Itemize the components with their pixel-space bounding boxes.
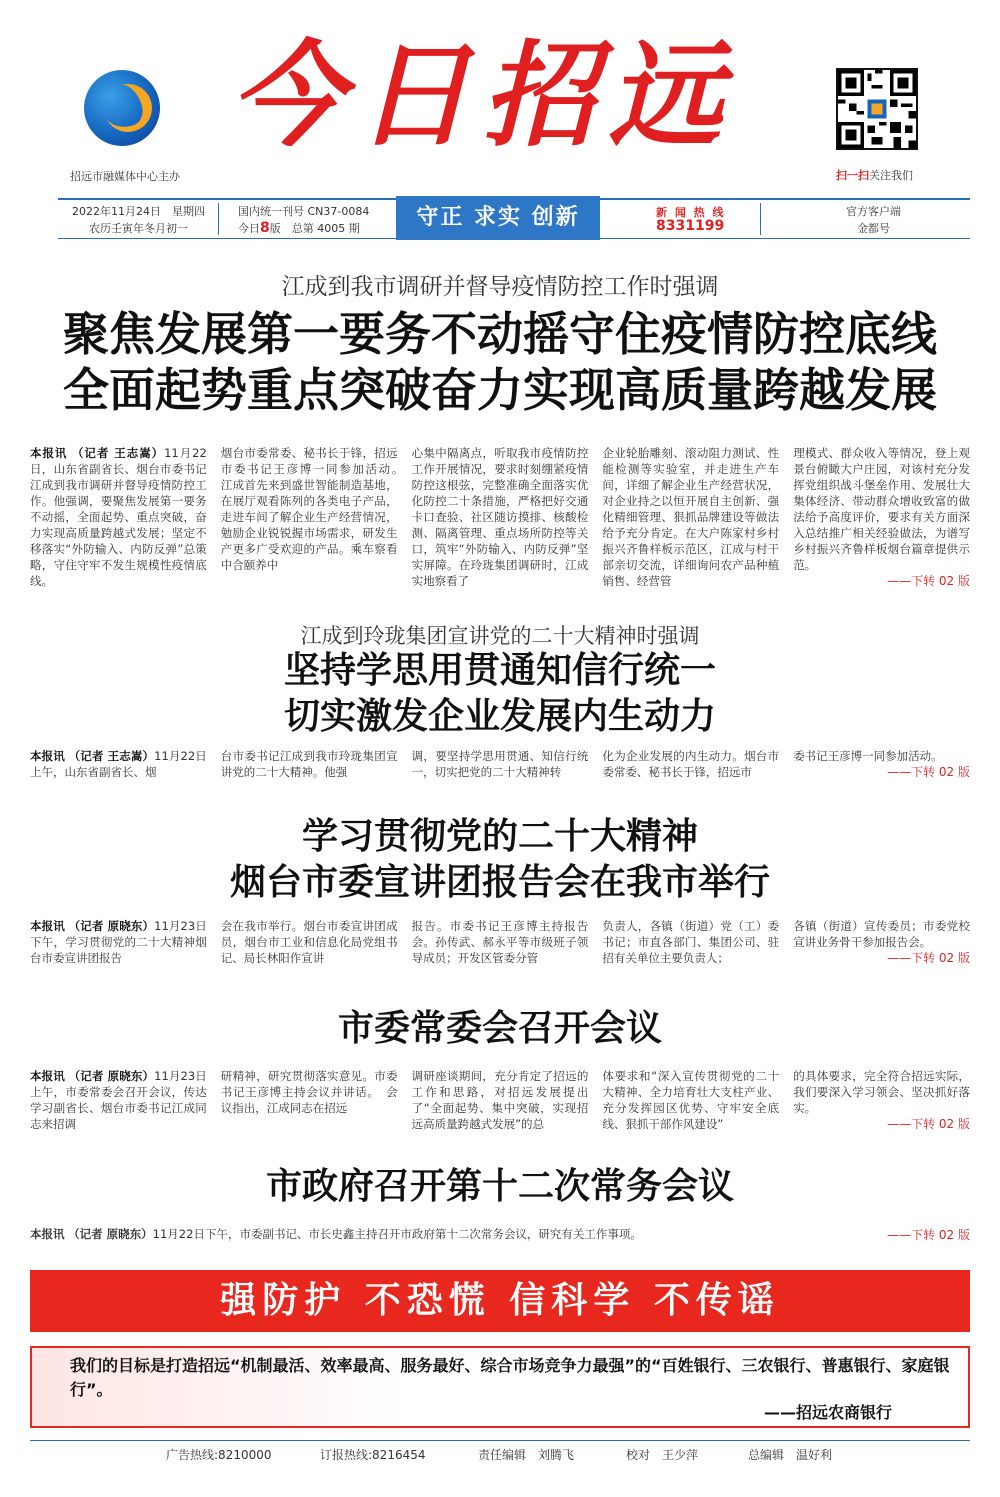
article-column: 报告。市委书记王彦博主持报告会。孙传武、郝永平等市级班子领导成员；开发区管委分管 <box>411 919 589 965</box>
article-1-headline[interactable]: 聚焦发展第一要务不动摇守住疫情防控底线 全面起势重点突破奋力实现高质量跨越发展 <box>63 307 937 417</box>
article-column: 委书记王彦博一同参加活动。 ——下转 02 版 <box>793 749 970 779</box>
article-4-body <box>30 1068 970 1132</box>
article-column: 心集中隔离点，听取我市疫情防控工作开展情况，要求时刻绷紧疫情防控这根弦，完整准确全面落实优化防控二十条措施，严格把好交通卡口查验、社区随访摸排、核酸检测、隔离管理、重点场所防控等关口，筑牢“外防输入、内防反弹”坚实屏障。在玲珑集团调研时，江成实地察看了 <box>411 446 589 588</box>
article-column: 理模式、群众收入等情况，登上观景台俯瞰大户庄园，对该村充分发挥党组织战斗堡垒作用、发展壮大集体经济、带动群众增收致富的做法给予高度评价，要求有关方面深入总结推广相关经验做法，为谱写乡村振兴齐鲁样板烟台篇章提供示范。 ——下转 02 版 <box>793 446 970 588</box>
article-column: 台市委书记江成到我市玲珑集团宣讲党的二十大精神。他强 <box>220 749 398 779</box>
official-client: 官方客户端 金都号 <box>846 205 901 235</box>
article-column: 化为企业发展的内生动力。烟台市委常委、秘书长于锋，招远市 <box>602 749 780 779</box>
article-4-headline[interactable]: 市委常委会召开会议 <box>337 1008 662 1049</box>
issue-date: 2022年11月24日 星期四 农历壬寅年冬月初一 <box>72 205 205 235</box>
article-2-body <box>30 748 970 784</box>
article-column: 烟台市委常委、秘书长于锋，招远市委书记王彦博一同参加活动。 江成首先来到盛世智能制造基地，在展厅观看陈列的各类电子产品，走进车间了解企业生产经营情况，勉励企业锐锐握市场需求，研发生产更多广受欢迎的产品。乘车察看中合颐养中 <box>220 446 410 572</box>
article-3-body <box>30 918 970 970</box>
article-column: 负责人，各镇（街道）党（工）委书记；市直各部门、集团公司、驻招有关单位主要负责人； <box>602 919 780 965</box>
article-column: 企业轮胎雕刻、滚动阻力测试、性能检测等实验室，并走进生产车间，详细了解企业生产经营状况，对企业持之以恒开展自主创新、强化精细管理、狠抓品牌建设等做法给予充分肯定。在大户陈家村乡村振兴齐鲁样板示范区，江成与村干部亲切交流，详细询问农产品种植销售、经营管 <box>602 446 780 588</box>
article-column: 体要求和“深入宣传贯彻党的二十大精神、全力培育壮大支柱产业、充分发挥园区优势、守牢安全底线、狠抓干部作风建设” <box>602 1069 780 1131</box>
article-column: 的具体要求，完全符合招远实际，我们要深入学习领会、坚决抓好落实。 ——下转 02 版 <box>793 1069 970 1131</box>
footer-proofreader: 校对 王少萍 <box>626 1448 699 1462</box>
footer-ad-hotline: 广告热线:8210000 <box>166 1448 272 1462</box>
continued-link[interactable]: ——下转 02 版 <box>887 574 970 588</box>
article-1-body <box>30 445 970 593</box>
bank-advert-signature: ——招远农商银行 <box>764 1403 893 1422</box>
hotline-label: 新 闻 热 线 <box>656 206 726 219</box>
qr-code-icon[interactable] <box>836 68 918 150</box>
footer-chief-editor: 总编辑 温好利 <box>748 1448 833 1462</box>
scan-hint: 扫一扫关注我们 <box>836 169 913 182</box>
hotline-number: 8331199 <box>656 218 725 234</box>
article-2-kicker: 江成到玲珑集团宣讲党的二十大精神时强调 <box>300 624 700 648</box>
article-5-headline[interactable]: 市政府召开第十二次常务会议 <box>265 1166 734 1207</box>
article-2-headline[interactable]: 坚持学思用贯通知信行统一 切实激发企业发展内生动力 <box>283 650 716 737</box>
info-divider <box>218 203 219 235</box>
continued-link[interactable]: ——下转 02 版 <box>887 765 970 779</box>
issue-number: 国内统一刊号 CN37-0084 今日8版 总第 4005 期 <box>238 205 370 236</box>
bank-advert-text: 我们的目标是打造招远“机制最活、效率最高、服务最好、综合市场竞争力最强”的“百姓银行、三农银行、普惠银行、家庭银行”。 <box>70 1356 950 1399</box>
footer-rule <box>30 1440 970 1441</box>
continued-link[interactable]: ——下转 02 版 <box>887 1228 970 1242</box>
article-column: 本报讯 （记者 王志嵩）11月22日，山东省副省长、烟台市委书记江成到我市调研并督导疫情防控工作。他强调，要聚焦发展第一要务不动摇，全面起势、重点突破，奋力实现高质量跨越式发展；坚定不移落实“外防输入、内防反弹”总策略，守住守牢不发生规模性疫情底线。 <box>30 446 207 588</box>
article-column: 会在我市举行。烟台市委宣讲团成员，烟台市工业和信息化局党组书记、局长林阳作宣讲 <box>220 919 398 965</box>
article-column: 本报讯 （记者 王志嵩）11月22日上午，山东省副省长、烟 <box>30 749 207 779</box>
continued-link[interactable]: ——下转 02 版 <box>887 951 970 965</box>
article-column: 调，要坚持学思用贯通、知信行统一，切实把党的二十大精神转 <box>411 749 589 779</box>
slogan-banner: 强防护 不恐慌 信科学 不传谣 <box>30 1270 970 1332</box>
masthead-title: 今日招远 <box>230 28 735 162</box>
article-5-body: 本报讯 （记者 原晓东）11月22日下午，市委副书记、市长史鑫主持召开市政府第十二次常务会议，研究有关工作事项。 ——下转 02 版 <box>30 1227 970 1242</box>
motto-badge: 守正 求实 创新 <box>396 196 600 240</box>
info-divider <box>760 203 761 235</box>
footer-editor: 责任编辑 刘腾飞 <box>478 1448 575 1462</box>
article-column: 研精神，研究贯彻落实意见。市委书记王彦博主持会议并讲话。 会议指出，江成同志在招远 <box>220 1069 398 1115</box>
footer-subscription-hotline: 订报热线:8216454 <box>320 1448 426 1462</box>
publisher-org: 招远市融媒体中心主办 <box>70 170 180 183</box>
article-column: 本报讯 （记者 原晓东）11月23日上午，市委常委会召开会议，传达学习副省长、烟台市委书记江成同志来招调 <box>30 1069 207 1131</box>
continued-link[interactable]: ——下转 02 版 <box>887 1117 970 1131</box>
article-column: 本报讯 （记者 原晓东）11月23日下午，学习贯彻党的二十大精神烟台市委宣讲团报告 <box>30 919 207 965</box>
article-column: 各镇（街道）宣传委员；市委党校宣讲业务骨干参加报告会。 ——下转 02 版 <box>793 919 970 965</box>
article-3-headline[interactable]: 学习贯彻党的二十大精神 烟台市委宣讲团报告会在我市举行 <box>229 816 770 903</box>
article-column: 调研座谈期间，充分肯定了招远的工作和思路，对招远发展提出了“全面起势、集中突破，实现招远高质量跨越式发展”的总 <box>411 1069 589 1131</box>
article-1-kicker: 江成到我市调研并督导疫情防控工作时强调 <box>281 274 719 300</box>
